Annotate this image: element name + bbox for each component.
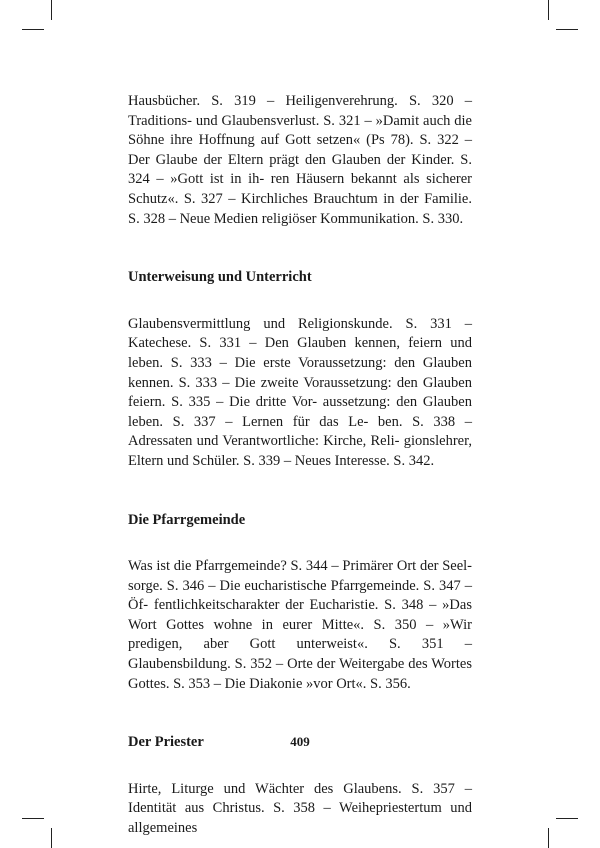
- section-heading: Unterweisung und Unterricht: [128, 269, 312, 286]
- crop-mark: [22, 818, 44, 819]
- crop-mark: [556, 29, 578, 30]
- section-heading: Die Pfarrgemeinde: [128, 511, 246, 528]
- section-heading: Der Priester: [128, 734, 204, 751]
- toc-paragraph: Glaubensvermittlung und Religionskunde. S. 331 – Katechese. S. 331 – Den Glauben kennen, feiern und leben. S. 333 – Die erste Voraussetzung: den Glauben kennen. S. 333 – Die zweite Voraussetzung: den Glauben feiern. S. 335 – Die dritte Vor- aussetzung: den Glauben leben. S. 337 – Lernen für das Le- ben. S. 338 – Adressaten und Verantwortliche: Kirche, Reli- gionslehrer, Eltern und Schüler. S. 339 – Neues Interesse. S. 342.: [128, 315, 472, 469]
- toc-text-block: [128, 92, 472, 839]
- crop-mark: [548, 828, 549, 848]
- crop-mark: [556, 818, 578, 819]
- toc-paragraph: Hirte, Liturge und Wächter des Glaubens. S. 357 – Identität aus Christus. S. 358 – Weihepriestertum und allgemeines: [128, 780, 472, 837]
- crop-mark: [22, 29, 44, 30]
- crop-mark: [51, 0, 52, 20]
- page-number: 409: [290, 734, 310, 749]
- crop-mark: [51, 828, 52, 848]
- toc-paragraph: Was ist die Pfarrgemeinde? S. 344 – Primärer Ort der Seel- sorge. S. 346 – Die eucharistische Pfarrgemeinde. S. 347 – Öf- fentlichkeitscharakter der Eucharistie. S. 348 – »Das Wort Gottes wohne in eurer Mitte«. S. 350 – »Wir predigen, aber Gott unterweist«. S. 351 – Glaubensbildung. S. 352 – Orte der Weitergabe des Wortes Gottes. S. 353 – Die Diakonie »vor Ort«. S. 356.: [128, 558, 472, 692]
- crop-mark: [548, 0, 549, 20]
- toc-paragraph: Hausbücher. S. 319 – Heiligenverehrung. S. 320 – Traditions- und Glaubensverlust. S. 321 – »Damit auch die Söhne ihre Hoffnung auf Gott setzen« (Ps 78). S. 322 – Der Glaube der Eltern prägt den Glauben der Kinder. S. 324 – »Gott ist in ih- ren Häusern bekannt als sicherer Schutz«. S. 327 – Kirchliches Brauchtum in der Familie. S. 328 – Neue Medien religiöser Kommunikation. S. 330.: [128, 93, 472, 227]
